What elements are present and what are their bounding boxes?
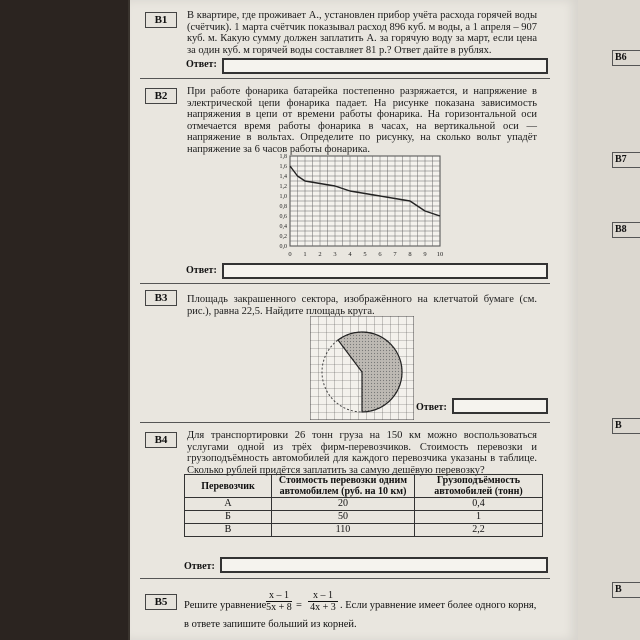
y-tick-label: 1,2: [279, 184, 287, 190]
side-tab-b7: B7: [612, 152, 640, 168]
x-tick-label: 5: [363, 251, 367, 258]
task-tag-b2: B2: [145, 88, 177, 104]
y-tick-label: 0,2: [279, 234, 287, 240]
answer-label-b1: Ответ:: [186, 59, 217, 70]
task-b4-text: Для транспортировки 26 тонн груза на 150 км можно воспользоваться услугами одной из трёх фирм-перевозчиков. Стоимость перевозки и грузоподъёмность автомобилей для каждого перевозчика указаны в таблице. Сколько рублей придётся заплатить за самую дешёвую перевозку?: [187, 430, 537, 476]
task-tag-b5: B5: [145, 594, 177, 610]
fraction-denominator: 5x + 8: [266, 602, 292, 613]
y-tick-label: 0,0: [279, 244, 287, 250]
fraction-left: [266, 590, 292, 613]
answer-field-b1[interactable]: [222, 58, 548, 74]
x-tick-label: 6: [378, 251, 382, 258]
side-tab-b: B: [612, 418, 640, 434]
table-header: Перевозчик: [185, 475, 272, 498]
task-b2-text: При работе фонарика батарейка постепенно разряжается, и напряжение в электрической цепи фонарика падает. На рисунке показана зависимость напряжения в цепи от времени работы фонарика. На горизонтальной оси отмечается время работы фонарика в часах, на вертикальной оси — напряжение в вольтах. Определите по рисунку, на сколько вольт упадёт напряжение за 6 часов работы фонарика.: [187, 86, 537, 155]
answer-label-b3: Ответ:: [416, 402, 447, 413]
task-b5-lead: Решите уравнение: [184, 600, 267, 611]
sector-figure: [310, 316, 414, 420]
answer-field-b2[interactable]: [222, 263, 548, 279]
task-b5-tail: . Если уравнение имеет более одного корня,: [340, 600, 537, 611]
side-tab-b8: B8: [612, 222, 640, 238]
x-tick-label: 4: [348, 251, 352, 258]
answer-label-b4: Ответ:: [184, 561, 215, 572]
divider: [140, 422, 550, 423]
y-tick-label: 0,8: [279, 204, 287, 210]
adjacent-page: [578, 0, 640, 640]
x-tick-label: 1: [303, 251, 307, 258]
fraction-numerator: x – 1: [308, 590, 338, 602]
x-tick-label: 7: [393, 251, 397, 258]
table-cell: В: [185, 524, 272, 537]
table-cell: А: [185, 498, 272, 511]
x-tick-label: 3: [333, 251, 337, 258]
task-b3-text: Площадь закрашенного сектора, изображённого на клетчатой бумаге (см. рис.), равна 22,5. Найдите площадь круга.: [187, 294, 537, 317]
x-tick-label: 0: [288, 251, 292, 258]
divider: [140, 578, 550, 579]
fraction-right: [308, 590, 338, 613]
y-tick-label: 1,8: [279, 154, 287, 160]
table-cell: 20: [272, 498, 415, 511]
table-header: Грузоподъёмность автомобилей (тонн): [415, 475, 543, 498]
y-tick-label: 1,4: [279, 174, 287, 180]
table-header: Стоимость перевозки одним автомобилем (руб. на 10 км): [272, 475, 415, 498]
task-b1-text: В квартире, где проживает А., установлен прибор учёта расхода горячей воды (счётчик). 1 марта счётчик показывал расход 896 куб. м воды, а 1 апреля – 907 куб. м. Какую сумму должен заплатить А. за горячую воду за март, если цена за один куб. м горячей воды составляет 81 р.? Ответ дайте в рублях.: [187, 10, 537, 56]
table-row: [185, 524, 543, 537]
table-row: [185, 511, 543, 524]
table-cell: 110: [272, 524, 415, 537]
table-row: [185, 498, 543, 511]
divider: [140, 78, 550, 79]
x-tick-label: 8: [408, 251, 412, 258]
divider: [140, 283, 550, 284]
fraction-numerator: x – 1: [266, 590, 292, 602]
y-tick-label: 1,0: [279, 194, 287, 200]
equals-sign: =: [296, 600, 302, 611]
task-tag-b3: B3: [145, 290, 177, 306]
side-tab-b-2: B: [612, 582, 640, 598]
fraction-denominator: 4x + 3: [310, 602, 336, 613]
x-tick-label: 2: [318, 251, 322, 258]
task-tag-b1: B1: [145, 12, 177, 28]
x-tick-label: 9: [423, 251, 427, 258]
answer-label-b2: Ответ:: [186, 265, 217, 276]
carriers-table: [184, 474, 543, 537]
task-b5-line2: в ответе запишите больший из корней.: [184, 619, 357, 630]
table-cell: 50: [272, 511, 415, 524]
y-tick-label: 1,6: [279, 164, 287, 170]
table-cell: 0,4: [415, 498, 543, 511]
answer-field-b4[interactable]: [220, 557, 548, 573]
table-cell: 2,2: [415, 524, 543, 537]
table-cell: Б: [185, 511, 272, 524]
table-cell: 1: [415, 511, 543, 524]
voltage-chart: [268, 152, 458, 262]
y-tick-label: 0,4: [279, 224, 287, 230]
y-tick-label: 0,6: [279, 214, 287, 220]
x-tick-label: 10: [436, 251, 444, 258]
answer-field-b3[interactable]: [452, 398, 548, 414]
side-tab-b6: B6: [612, 50, 640, 66]
task-tag-b4: B4: [145, 432, 177, 448]
